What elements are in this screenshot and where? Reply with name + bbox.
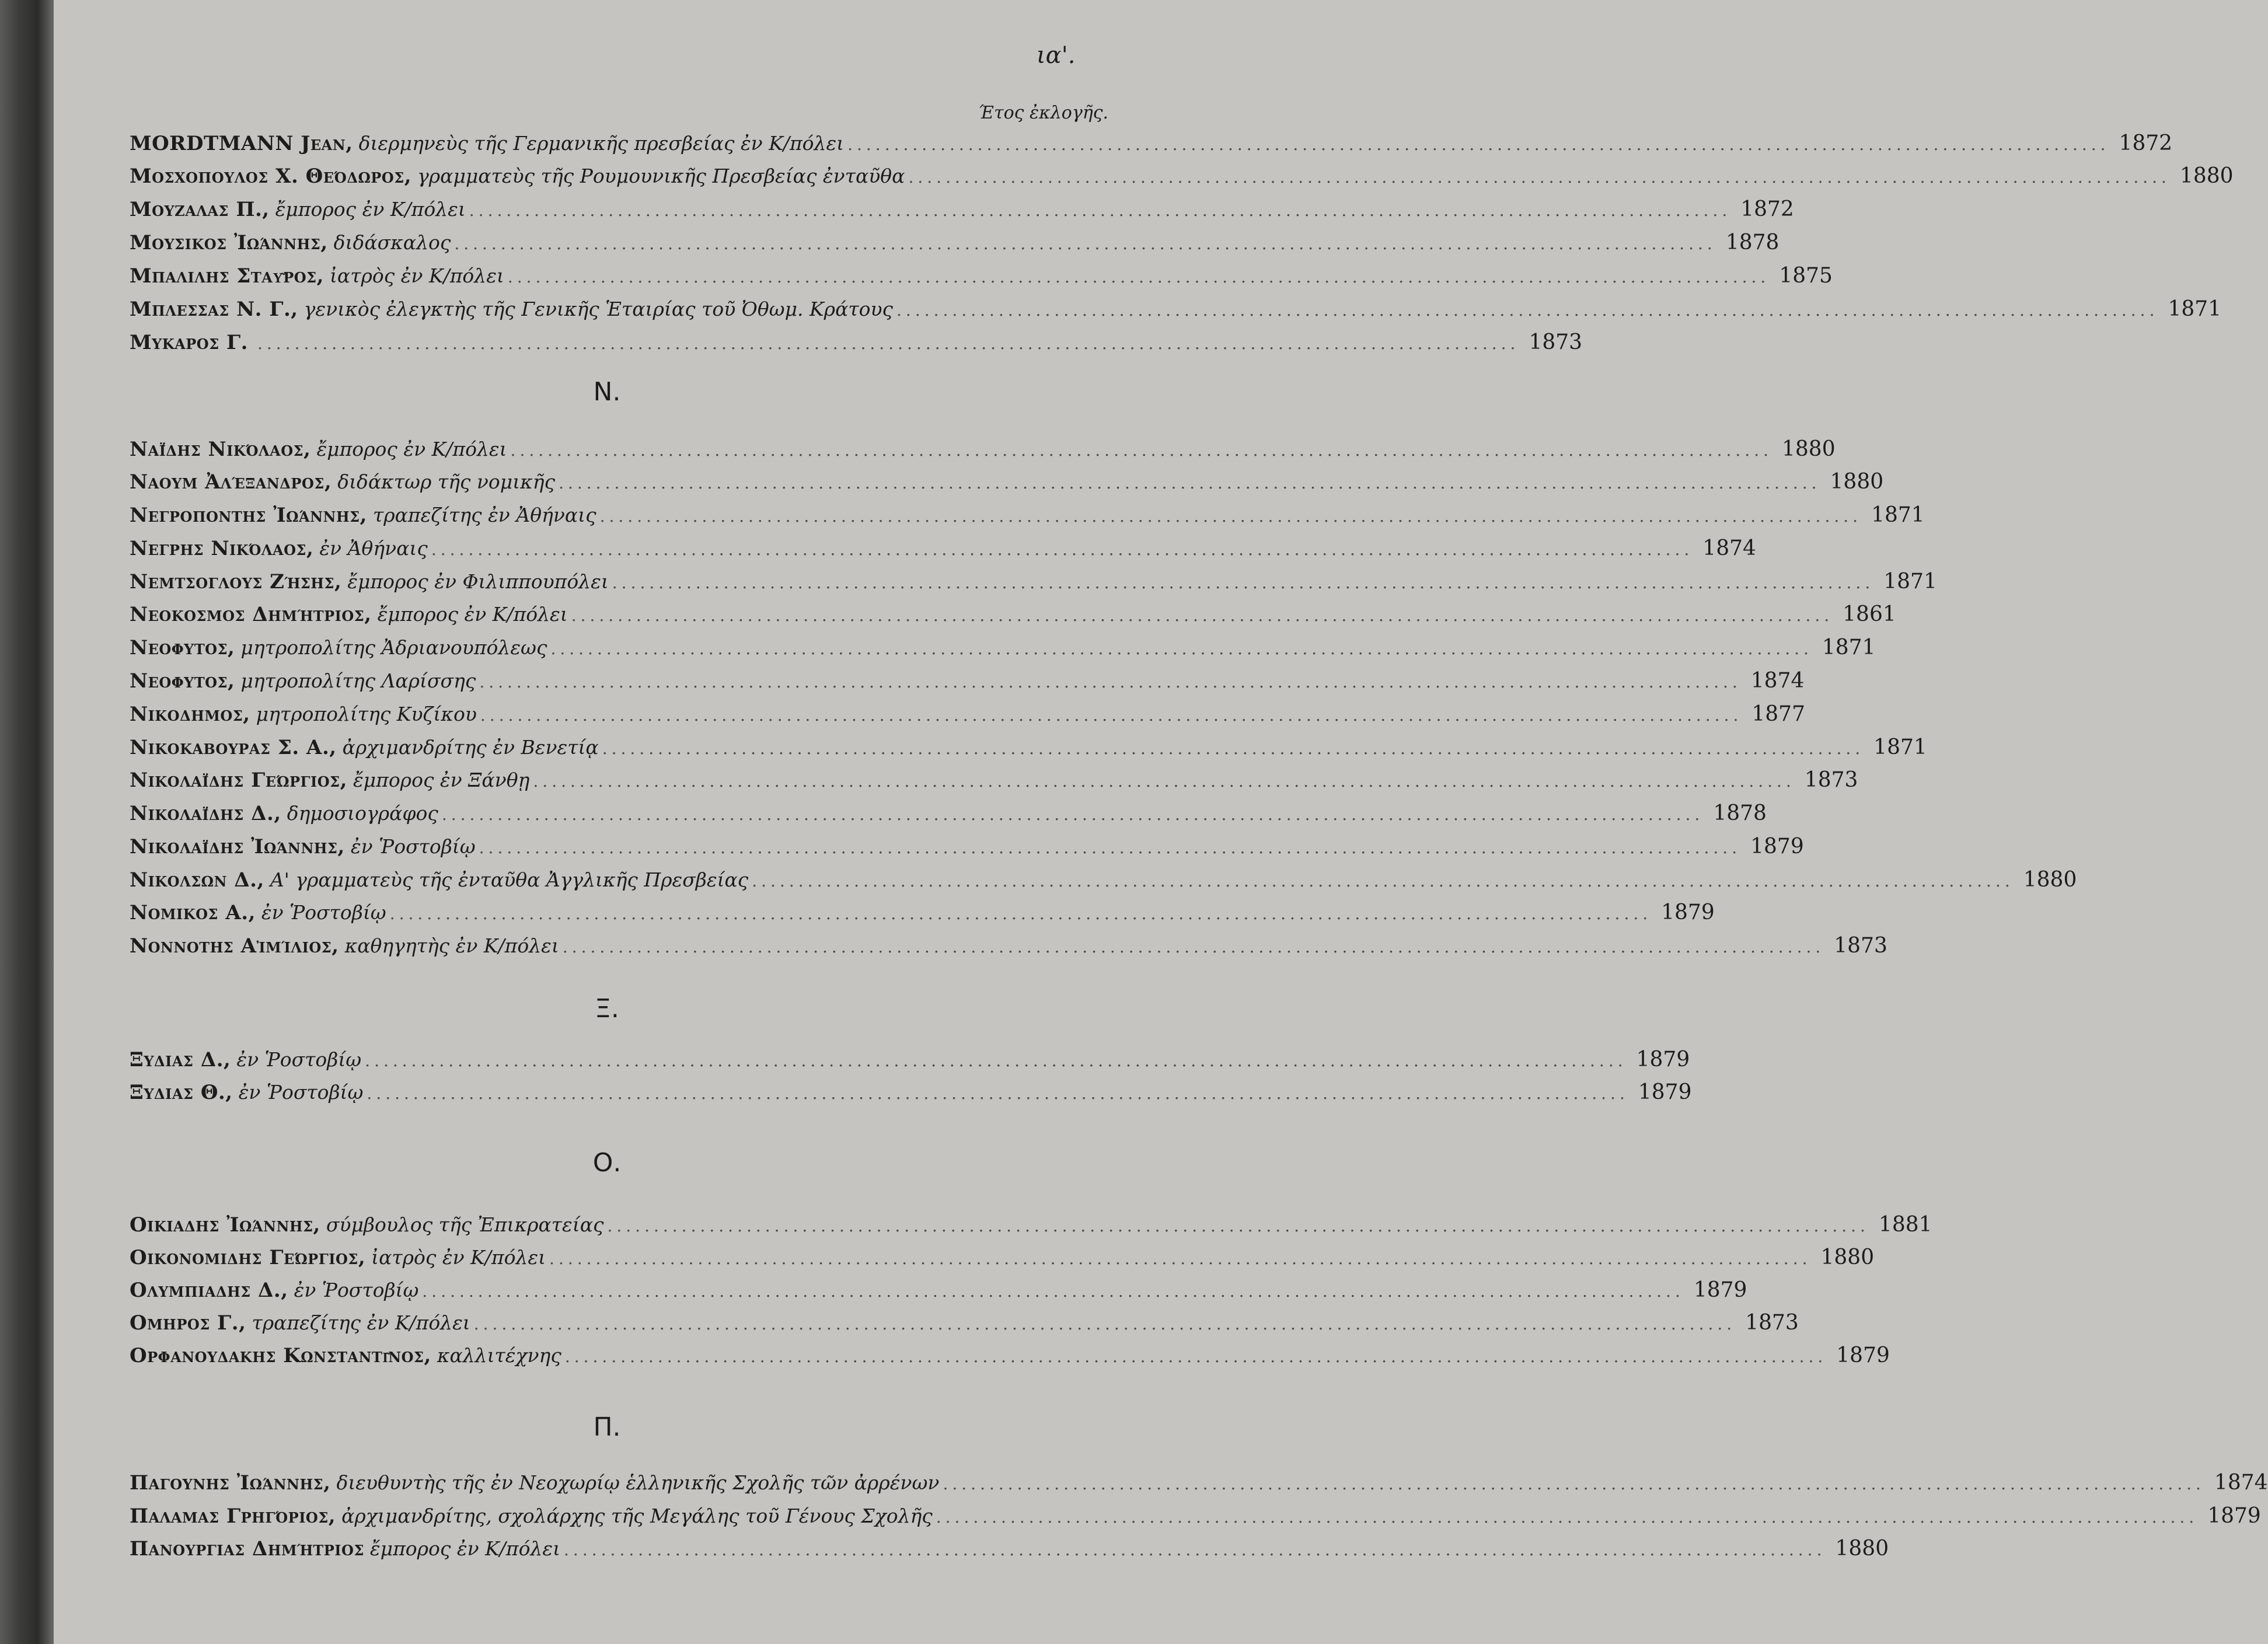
entry-year: 1879 <box>1661 900 1715 924</box>
entry-description: ἔμπορος ἐν Φιλιππουπόλει <box>347 570 609 593</box>
entry-year: 1880 <box>2023 868 2077 892</box>
dot-leader: ........................................................................................................................................ <box>441 805 1704 824</box>
dot-leader: ........................................................................................................................................ <box>469 201 1732 220</box>
entry-description: ἰατρὸς ἐν Κ/πόλει <box>371 1246 546 1269</box>
list-entry <box>130 197 1794 226</box>
dot-leader: ........................................................................................................................................ <box>896 301 2159 320</box>
dot-leader: ........................................................................................................................................ <box>473 1314 1736 1334</box>
dot-leader: ........................................................................................................................................ <box>479 672 1742 692</box>
dot-leader: ........................................................................................................................................ <box>365 1051 1627 1070</box>
entry-year: 1871 <box>1883 570 1937 594</box>
entry-year: 1881 <box>1878 1213 1932 1237</box>
entry-year: 1872 <box>1740 197 1794 221</box>
list-entry <box>130 1048 1690 1077</box>
entry-description: ἐν Ῥοστοβίῳ <box>238 1081 364 1104</box>
list-entry <box>130 636 1876 665</box>
entry-name: Μυκαρος Γ. <box>130 331 248 354</box>
entry-description: ἔμπορος ἐν Κ/πόλει <box>369 1537 561 1560</box>
list-entry <box>130 264 1833 293</box>
entry-name: Νομικος Α., <box>130 901 256 924</box>
year-column-header: Έτος ἐκλογῆς. <box>978 103 1109 123</box>
dot-leader: ........................................................................................................................................ <box>908 167 2171 187</box>
entry-name: Νεγρης Νικόλαος, <box>130 537 314 560</box>
list-entry <box>130 1278 1747 1307</box>
entry-description: ἔμπορος ἐν Κ/πόλει <box>275 198 466 221</box>
entry-name: Νεοφυτος, <box>130 636 235 659</box>
dot-leader: ........................................................................................................................................ <box>607 1216 1869 1235</box>
entry-name: Ξυδιας Θ., <box>130 1081 233 1104</box>
entry-year: 1872 <box>2119 131 2173 155</box>
entry-year: 1874 <box>1702 536 1756 560</box>
list-entry <box>130 231 1779 260</box>
entry-description: διδάσκαλος <box>333 231 451 254</box>
section-heading-xi: Ξ. <box>595 994 619 1024</box>
dot-leader: ........................................................................................................................................ <box>599 507 1862 526</box>
entry-name: Μοσχοπουλος Χ. Θεόδωρος, <box>130 165 412 188</box>
dot-leader: ........................................................................................................................................ <box>422 1282 1684 1301</box>
entry-description: ἀρχιμανδρίτης ἐν Βενετίᾳ <box>342 736 599 759</box>
entry-description: τραπεζίτης ἐν Κ/πόλει <box>252 1311 470 1334</box>
entry-description: δημοσιογράφος <box>287 802 438 825</box>
entry-description: καλλιτέχνης <box>437 1344 561 1367</box>
dot-leader: ........................................................................................................................................ <box>507 267 1770 287</box>
dot-leader: ........................................................................................................................................ <box>549 1249 1812 1268</box>
entry-name: Ναΐδης Νικόλαος, <box>130 438 311 461</box>
entry-name: Μουζαλας Π., <box>130 198 270 221</box>
list-entry <box>130 470 1884 499</box>
entry-name: Νικοδημος, <box>130 703 250 726</box>
entry-year: 1877 <box>1751 702 1805 726</box>
entry-name: Νικολσων Δ., <box>130 868 264 892</box>
entry-name: Ορφανουδακης Κωνσταντῖνος, <box>130 1344 431 1367</box>
entry-year: 1880 <box>1820 1245 1875 1269</box>
book-binding-edge <box>0 0 54 1644</box>
entry-name: Νικολαΐδης Ἰωάννης, <box>130 835 345 858</box>
list-entry <box>130 868 2077 897</box>
entry-year: 1879 <box>1836 1343 1890 1367</box>
entry-year: 1871 <box>1822 636 1876 659</box>
entry-name: Ολυμπιαδης Δ., <box>130 1279 288 1302</box>
entry-year: 1880 <box>1782 437 1836 461</box>
entry-year: 1874 <box>1750 669 1805 693</box>
dot-leader: ........................................................................................................................................ <box>454 234 1716 253</box>
list-entry <box>130 1471 2268 1500</box>
list-entry <box>130 669 1805 698</box>
entry-year: 1873 <box>1529 330 1583 354</box>
entry-year: 1873 <box>1745 1311 1799 1335</box>
list-entry <box>130 1080 1692 1109</box>
entry-name: Ναουμ Ἀλέξανδρος, <box>130 470 332 494</box>
list-entry <box>130 297 2222 326</box>
entry-year: 1879 <box>1750 835 1804 858</box>
entry-description: ἐν Ῥοστοβίῳ <box>350 835 476 858</box>
entry-name: Νικολαΐδης Γεώργιος, <box>130 769 347 792</box>
entry-name: Νεμτσογλους Ζήσης, <box>130 570 342 594</box>
entry-year: 1871 <box>1871 503 1925 527</box>
entry-year: 1880 <box>2179 164 2234 188</box>
dot-leader: ........................................................................................................................................ <box>367 1084 1629 1103</box>
section-heading-pi: Π. <box>593 1412 621 1442</box>
entry-name: Νεοκοσμος Δημήτριος, <box>130 603 372 626</box>
entry-description: ἰατρὸς ἐν Κ/πόλει <box>329 264 504 287</box>
dot-leader: ........................................................................................................................................ <box>612 573 1875 592</box>
list-entry <box>130 934 1887 963</box>
entry-description: μητροπολίτης Ἀδριανουπόλεως <box>240 636 547 659</box>
list-entry <box>130 602 1896 631</box>
entry-year: 1875 <box>1779 264 1833 288</box>
entry-name: MORDTMANN Jean, <box>130 132 353 155</box>
entry-name: Μπλεσσας Ν. Γ., <box>130 298 298 321</box>
entry-name: Νικοκαβουρας Σ. Α., <box>130 736 337 759</box>
entry-year: 1878 <box>1725 231 1779 254</box>
entry-description: ἀρχιμανδρίτης, σχολάρχης τῆς Μεγάλης τοῦ Γένους Σχολῆς <box>341 1505 933 1527</box>
entry-description: διερμηνεὺς τῆς Γερμανικῆς πρεσβείας ἐν Κ/πόλει <box>358 132 845 155</box>
entry-name: Ξυδιας Δ., <box>130 1048 231 1071</box>
list-entry <box>130 437 1836 466</box>
entry-year: 1874 <box>2214 1471 2268 1495</box>
list-entry <box>130 1537 1889 1566</box>
entry-name: Νεγροποντης Ἰωάννης, <box>130 504 367 527</box>
dot-leader: ........................................................................................................................................ <box>571 606 1834 625</box>
page-number: ια'. <box>1037 42 1076 69</box>
entry-name: Νικολαΐδης Δ., <box>130 802 281 825</box>
list-entry <box>130 1213 1932 1242</box>
entry-description: τραπεζίτης ἐν Ἀθήναις <box>372 504 596 526</box>
list-entry <box>130 900 1715 930</box>
entry-description: σύμβουλος τῆς Ἐπικρατείας <box>326 1213 604 1236</box>
dot-leader: ........................................................................................................................................ <box>431 540 1694 559</box>
entry-name: Νεοφυτος, <box>130 669 235 693</box>
list-entry <box>130 1245 1875 1275</box>
list-entry <box>130 131 2173 160</box>
entry-year: 1861 <box>1843 602 1896 626</box>
entry-description: καθηγητὴς ἐν Κ/πόλει <box>344 934 559 957</box>
dot-leader: ........................................................................................................................................ <box>562 937 1825 957</box>
section-heading-omicron: Ο. <box>592 1148 622 1178</box>
dot-leader: ........................................................................................................................................ <box>389 904 1652 923</box>
entry-year: 1879 <box>2207 1504 2261 1528</box>
entry-name: Οικονομιδης Γεώργιος, <box>130 1246 366 1269</box>
entry-description: ἔμπορος ἐν Κ/πόλει <box>316 438 507 460</box>
list-entry <box>130 735 1927 765</box>
dot-leader: ........................................................................................................................................ <box>257 334 1520 353</box>
entry-description: ἔμπορος ἐν Κ/πόλει <box>377 603 568 626</box>
entry-year: 1873 <box>1834 934 1887 958</box>
entry-description: ἐν Ῥοστοβίῳ <box>294 1279 419 1301</box>
entry-name: Μπαλιλης Σταῦρος, <box>130 264 324 288</box>
entry-name: Ομηρος Γ., <box>130 1311 246 1335</box>
dot-leader: ........................................................................................................................................ <box>510 441 1772 460</box>
entry-year: 1879 <box>1638 1080 1692 1104</box>
list-entry <box>130 768 1858 797</box>
list-entry <box>130 164 2234 193</box>
dot-leader: ........................................................................................................................................ <box>550 639 1813 658</box>
list-entry <box>130 503 1925 532</box>
entry-year: 1871 <box>1873 735 1927 759</box>
entry-year: 1871 <box>2168 297 2222 321</box>
dot-leader: ........................................................................................................................................ <box>564 1347 1827 1366</box>
entry-name: Παλαμας Γρηγόριος, <box>130 1505 336 1528</box>
entry-year: 1880 <box>1835 1537 1889 1561</box>
list-entry <box>130 536 1756 566</box>
entry-description: ἐν Ῥοστοβίῳ <box>261 901 386 924</box>
entry-name: Μουσικος Ἰωάννης, <box>130 231 328 254</box>
dot-leader: ........................................................................................................................................ <box>533 772 1795 791</box>
entry-name: Οικιαδης Ἰωάννης, <box>130 1213 320 1237</box>
entry-year: 1879 <box>1636 1048 1690 1071</box>
dot-leader: ........................................................................................................................................ <box>752 871 2014 891</box>
entry-year: 1873 <box>1804 768 1858 792</box>
entry-name: Παγουνης Ἰωάννης, <box>130 1471 331 1495</box>
dot-leader: ........................................................................................................................................ <box>936 1507 2199 1527</box>
entry-description: διευθυντὴς τῆς ἐν Νεοχωρίῳ ἑλληνικῆς Σχολῆς τῶν ἀρρένων <box>336 1471 940 1494</box>
entry-description: γραμματεὺς τῆς Ρουμουνικῆς Πρεσβείας ἐνταῦθα <box>417 165 905 187</box>
entry-description: διδάκτωρ τῆς νομικῆς <box>337 470 556 493</box>
list-entry <box>130 1343 1890 1373</box>
dot-leader: ........................................................................................................................................ <box>602 739 1865 758</box>
dot-leader: ........................................................................................................................................ <box>564 1540 1826 1559</box>
list-entry <box>130 1504 2261 1533</box>
dot-leader: ........................................................................................................................................ <box>479 838 1742 857</box>
list-entry <box>130 1311 1799 1340</box>
list-entry <box>130 801 1767 830</box>
list-entry <box>130 330 1583 359</box>
list-entry <box>130 835 1804 864</box>
entry-year: 1878 <box>1713 801 1767 825</box>
dot-leader: ........................................................................................................................................ <box>559 473 1821 493</box>
entry-year: 1880 <box>1830 470 1884 494</box>
entry-description: μητροπολίτης Λαρίσσης <box>240 669 476 692</box>
entry-description: μητροπολίτης Κυζίκου <box>256 703 477 725</box>
entry-description: ἐν Ῥοστοβίῳ <box>236 1048 362 1071</box>
entry-name: Νοννοτης Αἰμίλιος, <box>130 934 339 958</box>
entry-description: ἐν Ἀθήναις <box>319 537 428 560</box>
entry-description: Α' γραμματεὺς τῆς ἐνταῦθα Ἀγγλικῆς Πρεσβείας <box>270 868 749 891</box>
dot-leader: ........................................................................................................................................ <box>943 1474 2205 1493</box>
dot-leader: ........................................................................................................................................ <box>480 706 1743 725</box>
list-entry <box>130 702 1805 731</box>
entry-name: Πανουργιας Δημήτριος <box>130 1537 364 1561</box>
section-heading-nu: Ν. <box>593 377 621 407</box>
dot-leader: ........................................................................................................................................ <box>847 135 2110 154</box>
entry-description: ἔμπορος ἐν Ξάνθῃ <box>353 769 530 791</box>
entry-year: 1879 <box>1693 1278 1747 1302</box>
list-entry <box>130 570 1937 599</box>
entry-description: γενικὸς ἐλεγκτὴς τῆς Γενικῆς Ἑταιρίας τοῦ Ὀθωμ. Κράτους <box>303 298 894 320</box>
